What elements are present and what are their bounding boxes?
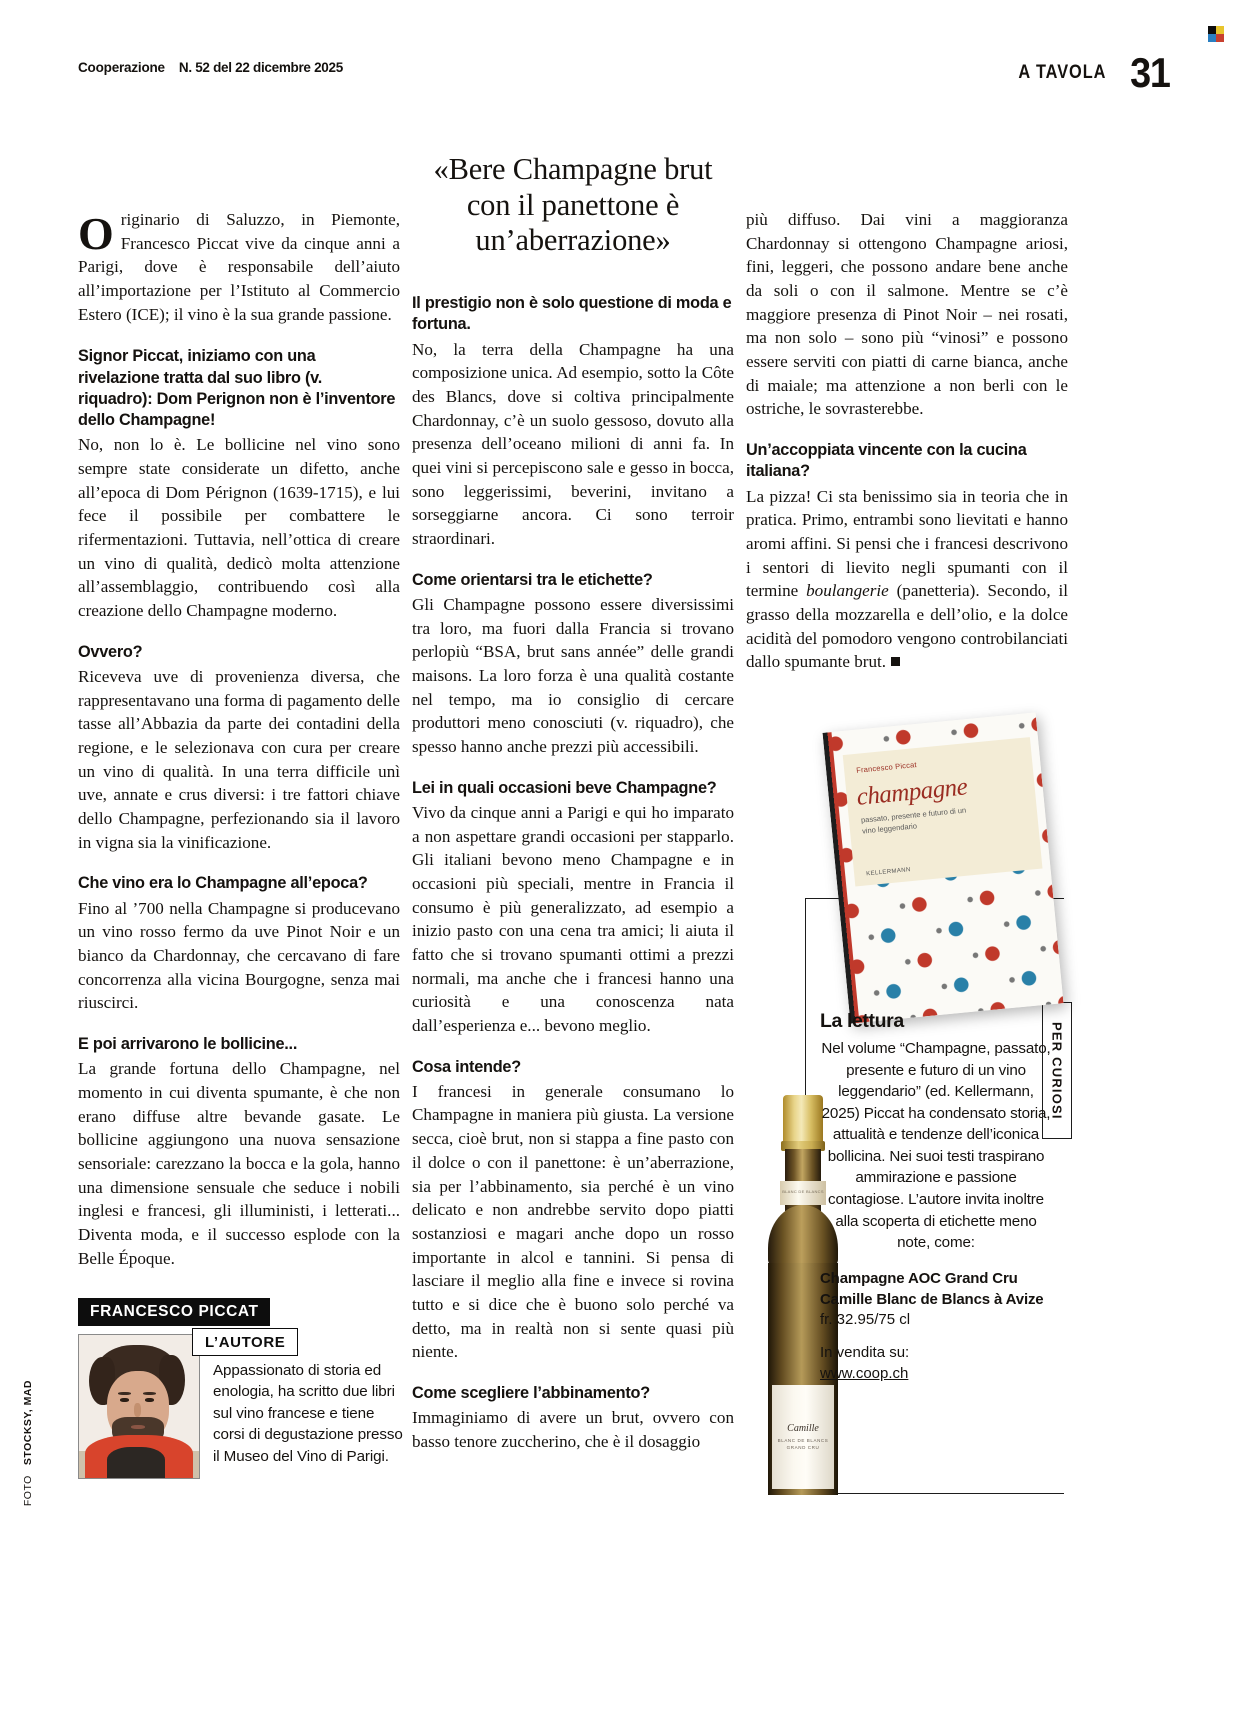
section-title: A TAVOLA — [1018, 62, 1107, 83]
book-cover-author: Francesco Piccat — [855, 760, 918, 775]
masthead-title: Cooperazione — [78, 60, 165, 75]
book-cover-panel — [843, 737, 1043, 886]
answer-9-part2: più diffuso. Dai vini a maggioranza Chardonnay si ottengono Champagne ariosi, fini, leggeri, che possono andare bene anche da soli o con il salmone. Mentre se c’è maggiore presenza di Pinot Noir – nei rosati, ma non solo – sono più “vinosi” e possono essere serviti con piatti di carne bianca, anche di maiale; ma attenzione a non berli con le ostriche, le sovrasterebbe. — [746, 210, 1068, 419]
question-3: Che vino era lo Champagne all’epoca? — [78, 874, 368, 893]
sidebar-lettura — [820, 1010, 1052, 1384]
question-5: Il prestigio non è solo questione di moda e fortuna. — [412, 294, 732, 334]
book-cover-title: champagne — [855, 773, 969, 811]
wine-reference-name: Champagne AOC Grand Cru Camille Blanc de Blancs à Avize — [820, 1269, 1044, 1308]
answer-10: La pizza! Ci sta benissimo sia in teoria che in pratica. Primo, entrambi sono lievitati e hanno aromi affini. Si pensi che i francesi descrivono i sentori di lievito negli spumanti con il termine boulangerie (panetteria). Secondo, il grasso della mozzarella e dell’olio, e la dolce acidità del pomodoro vengono controbilanciati dallo spumante brut. — [746, 486, 1068, 672]
question-10: Un’accoppiata vincente con la cucina italiana? — [746, 441, 1027, 481]
bottle-label-name: Camille — [787, 1422, 819, 1434]
intro-paragraph — [78, 208, 400, 326]
question-8: Cosa intende? — [412, 1057, 521, 1076]
answer-2: Riceveva uve di provenienza diversa, che rappresentavano una forma di pagamento delle tasse all’Abbazia da parte dei contadini della regione, e le selezionava con cura per creare un vino di qualità. In una terra difficile unì uve, annate e crus diversi: i tre fattori chiave dello Champagne, perfezionando sia il lavoro in vigna sia la vinificazione. — [78, 667, 400, 852]
end-mark-icon — [891, 657, 900, 666]
photo-credit-value: STOCKSY, MAD — [22, 1380, 34, 1466]
bottle-collar: BLANC DE BLANCS — [780, 1181, 826, 1205]
intro-text: riginario di Saluzzo, in Piemonte, Francesco Piccat vive da cinque anni a Parigi, dove è responsabile dell’aiuto all’importazione per l’Istituto al Commercio Estero (ICE); il vino è la sua grande passione. — [78, 210, 400, 324]
running-head-right — [1004, 49, 1172, 96]
author-bio-text: Appassionato di storia ed enologia, ha scritto due libri sul vino francese e tiene corsi di degustazione presso il Museo del Vino di Parigi. — [213, 1362, 403, 1465]
answer-1: No, non lo è. Le bollicine nel vino sono sempre state considerate un difetto, anche all’epoca di Dom Pérignon (1639-1715), e lui fece il possibile per combattere le rifermentazioni. Tuttavia, nell’ottica di creare un vino di qualità, dedicò molta attenzione all’assemblaggio, contribuendo così alla creazione dello Champagne moderno. — [78, 435, 400, 621]
photo-credit-label: FOTO — [22, 1475, 34, 1507]
author-role-tag: L’AUTORE — [192, 1328, 298, 1356]
sidebar-text: Nel volume “Champagne, passato, presente e futuro di un vino leggendario” (ed. Kellermann, 2025) Piccat ha condensato storia, attualità e tendenze dell’iconica bollicina. Nei suoi testi traspirano ammirazione e passione contagiose. L’autore invita inoltre alla scoperta di etichette meno note, come: — [821, 1040, 1051, 1252]
page-title: «Bere Champagne brut con il panettone è un’aberrazione» — [433, 152, 713, 258]
question-1: Signor Piccat, iniziamo con una rivelazione tratta dal suo libro (v. riquadro): Dom Perignon non è l’inventore dello Champagne! — [78, 347, 396, 430]
question-9: Come scegliere l’abbinamento? — [412, 1383, 650, 1402]
sidebar-tab-label: PER CURIOSI — [1049, 1021, 1065, 1120]
photo-credit — [22, 1380, 34, 1506]
book-cover-image — [822, 712, 1063, 1023]
question-2: Ovvero? — [78, 642, 143, 661]
answer-8: I francesi in generale consumano lo Champagne in maniera più giusta. La versione secca, cioè brut, non si stappa a fine pasto con il dolce o con il panettone: è un’aberrazione, sia per l’abbinamento, sia perché è un vino delicato e non andrebbe servito dopo piatti sostanziosi e magari anche dopo un rosso importante in alcol e tannini. Si pensa di lasciare il meglio alla fine e invece si rovina tutto e si dice che è buono solo perché va detto, ma in realtà non si sente quasi più niente. — [412, 1081, 734, 1362]
page-number: 31 — [1130, 49, 1170, 96]
question-6: Come orientarsi tra le etichette? — [412, 570, 653, 589]
author-box — [78, 1298, 404, 1479]
wine-price: fr. 32.95/75 cl — [820, 1310, 911, 1328]
book-cover-publisher: KELLERMANN — [865, 867, 912, 878]
buy-link[interactable]: www.coop.ch — [820, 1364, 909, 1382]
bottle-label-subtitle: BLANC DE BLANCS GRAND CRU — [777, 1437, 829, 1450]
column-one — [78, 208, 400, 1270]
answer-9-part1: Immaginiamo di avere un brut, ovvero con basso tenore zuccherino, che è il dosaggio — [412, 1408, 734, 1451]
question-4: E poi arrivarono le bollicine... — [78, 1035, 298, 1054]
buy-info — [820, 1342, 1052, 1384]
answer-7: Vivo da cinque anni a Parigi e qui ho imparato a non aspettare grandi occasioni per stapparlo. Gli italiani bevono meno Champagne e in occasioni più speciali, mentre in Francia il consumo è più generalizzato, ad esempio a inizio pasto con una cena tra amici; li aiuta il fatto che si trovano spumanti ottimi a prezzi normali, ma anche che i francesi hanno una curiosità e una conoscenza nata dall’esperienza e... bevono meglio. — [412, 802, 734, 1035]
author-portrait — [78, 1334, 200, 1479]
column-three — [746, 208, 1068, 674]
answer-3: Fino al ’700 nella Champagne si producevano un vino rosso fermo da uve Pinot Noir e un bianco da Chardonnay, che cercavano di fare concorrenza alla vicina Bourgogne, senza mai riuscirci. — [78, 898, 400, 1013]
drop-cap: O — [78, 208, 114, 259]
column-two — [412, 152, 734, 1453]
book-cover-subtitle: passato, presente e futuro di un vino leggendario — [860, 805, 967, 836]
bottle-label — [772, 1385, 834, 1489]
registration-mark-icon — [1208, 26, 1224, 42]
issue-info: N. 52 del 22 dicembre 2025 — [178, 60, 343, 75]
answer-6: Gli Champagne possono essere diversissimi tra loro, ma fuori dalla Francia si trovano perlopiù “BSA, brut sans année” delle grandi maisons. La loro forza è una qualità costante nel tempo, ma io consiglio di cercare produttori meno conosciuti (v. riquadro), che spesso hanno anche prezzi più accessibili. — [412, 594, 734, 756]
running-head — [78, 60, 343, 75]
buy-label: In vendita su: — [820, 1343, 910, 1361]
answer-4: La grande fortuna dello Champagne, nel momento in cui diventa spumante, è che non erano diffuse altre bevande gasate. Le bollicine aggiungono una nuova sensazione sensoriale: carezzano la bocca e la gola, hanno una dimensione sensuale che seduce i nobili inglesi e francesi, gli illuministi, i letterati... Diventa moda, e il successo esplode con la Belle Époque. — [78, 1059, 400, 1268]
author-name-tag: FRANCESCO PICCAT — [78, 1298, 270, 1326]
sidebar-title: La lettura — [820, 1010, 904, 1032]
answer-5: No, la terra della Champagne ha una composizione unica. Ad esempio, sotto la Côte des Blancs, dove si coltiva principalmente Chardonnay, c’è un suolo gessoso, dovuto alla presenza dell’oceano milioni di anni fa. In quei vini si percepiscono sale e gesso in bocca, sono leggerissimi, beverini, invitano a sorseggiarne ancora. Ci sono terroir straordinari. — [412, 339, 734, 548]
question-7: Lei in quali occasioni beve Champagne? — [412, 778, 717, 797]
